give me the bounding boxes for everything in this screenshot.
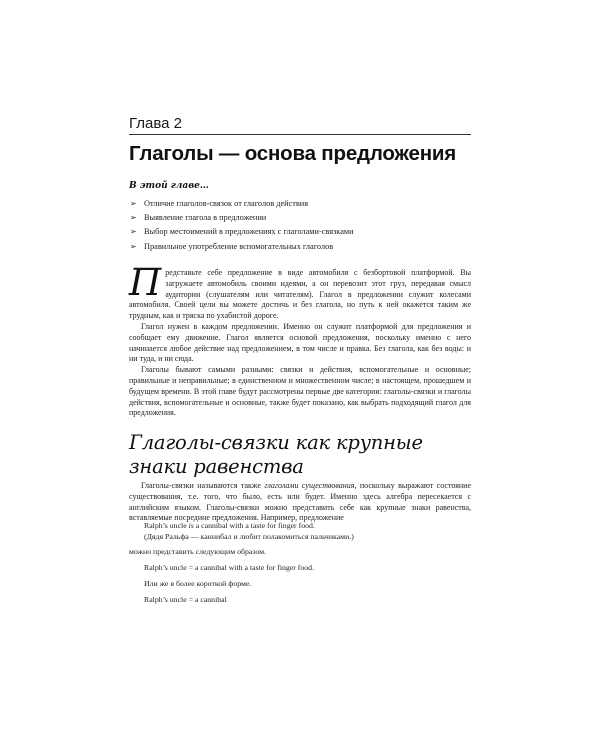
chapter-title: Глаголы — основа предложения bbox=[129, 142, 457, 165]
text-line: Или же в более короткой форме. bbox=[144, 579, 252, 588]
example-sentence: Ralph’s uncle is a cannibal with a taste for finger food. bbox=[144, 521, 315, 530]
arrow-bullet-icon: ➢ bbox=[130, 227, 137, 237]
example-sentence: Ralph’s uncle = a cannibal with a taste for finger food. bbox=[144, 563, 315, 572]
paragraph: Глаголы бывают самыми разными: связки и действия, вспомогательные и основные; правильные и неправильные; в единственном и множественном числе; в настоящем, прошедшем и будущем времени. В этой главе будут рассмотрены первые две категории: глаголы-связки и глаголы действия, вспомогательные и основные, также будет показано, как выбрать подходящий глагол для предложения. bbox=[129, 365, 471, 418]
list-item: ➢ Правильное употребление вспомогательных глаголов bbox=[130, 240, 354, 254]
list-item: ➢ Отличие глаголов-связок от глаголов действия bbox=[130, 197, 354, 211]
list-item: ➢ Выявление глагола в предложении bbox=[130, 211, 354, 225]
arrow-bullet-icon: ➢ bbox=[130, 241, 137, 251]
list-item: ➢ Выбор местоимений в предложениях с глаголами-связками bbox=[130, 225, 354, 239]
drop-cap: П bbox=[129, 261, 162, 304]
section-heading: Глаголы-связки как крупные знаки равенства bbox=[129, 431, 423, 478]
example-sentence: Ralph’s uncle = a cannibal bbox=[144, 595, 227, 604]
paragraph: Глаголы-связки называются также глаголами существования, поскольку выражают состояние существования, т.е. того, что было, есть или будет. Именно здесь алгебра пересекается с английским языком. Глаголы-связки можно представить себе как крупные знаки равенства, вставляемые посредине предложения. Например, предложение bbox=[129, 481, 471, 523]
chapter-contents-list bbox=[130, 197, 354, 254]
in-this-chapter-heading: В этой главе… bbox=[129, 181, 209, 191]
paragraph: Глагол нужен в каждом предложении. Именно он служит платформой для предложения и сообщает ему движение. Глагол является основой предложения, поскольку именно с него начинается любое действие над предложением, в том числе и правка. Без глагола, как без воды: и ни туда, и ни сюда. bbox=[129, 321, 471, 364]
arrow-bullet-icon: ➢ bbox=[130, 199, 137, 208]
chapter-divider bbox=[129, 134, 471, 135]
arrow-bullet-icon: ➢ bbox=[130, 213, 137, 223]
text-line: можно представить следующим образом. bbox=[129, 547, 266, 556]
section-paragraph bbox=[129, 481, 471, 524]
paragraph: Представьте себе предложение в виде автомобиля с безбортовой платформой. Вы загружаете автомобиль своими идеями, а он перевозит этот груз, передавая смысл аудитории (слушателям или читателям). Глагол в предложении служит колесами автомобиля. Своей цели вы можете достичь и без глагола, но путь к ней окажется таким же трудным, как и тряска по ухабистой дороге. bbox=[129, 261, 471, 321]
chapter-label: Глава 2 bbox=[129, 115, 183, 132]
intro-text bbox=[129, 261, 471, 419]
example-translation: (Дядя Ральфа — каннибал и любит полакомиться пальчиками.) bbox=[144, 532, 354, 541]
